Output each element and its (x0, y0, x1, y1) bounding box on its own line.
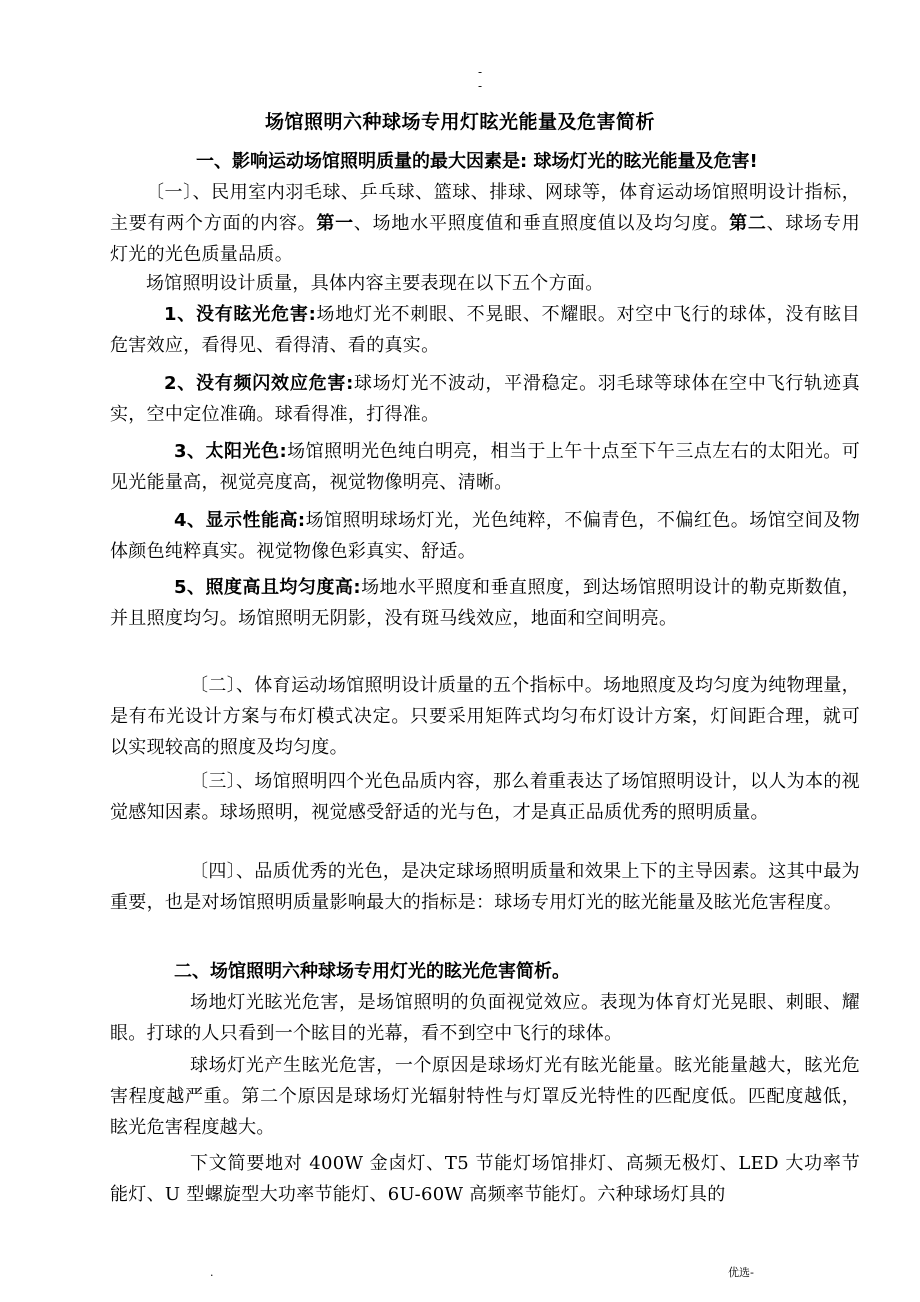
list-item-5-text: 场地水平照度和垂直照度，到达场馆照明设计的勒克斯数值，并且照度均匀。场馆照明无阴影，没有斑马线效应，地面和空间明亮。 (110, 577, 860, 629)
header-mark-top: - (478, 65, 483, 79)
section2-para2: 球场灯光产生眩光危害，一个原因是球场灯光有眩光能量。眩光能量越大，眩光危害程度越严重。第二个原因是球场灯光辐射特性与灯罩反光特性的匹配度低。匹配度越低，眩光危害程度越大。 (110, 1055, 860, 1138)
list-item-3 (110, 436, 860, 498)
para1-part-a: 〔一〕、民用室内羽毛球、乒乓球、篮球、排球、网球等，体育运动场馆照明设计指标，主要有两个方面的内容。 (110, 182, 860, 234)
list-item-4 (110, 505, 860, 567)
list-item-3-label: 3、太阳光色: (174, 441, 287, 462)
header-mark-bottom: - (478, 79, 483, 93)
para1-bold-second: 第二 (729, 213, 767, 234)
footer-dot: . (210, 1266, 214, 1279)
para1-part-e: 、球场专用灯光的光色质量品质。 (110, 213, 860, 265)
para1-bold-first: 第一 (316, 213, 354, 234)
section1-para-three: 〔三〕、场馆照明四个光色品质内容，那么着重表达了场馆照明设计，以人为本的视觉感知因素。球场照明，视觉感受舒适的光与色，才是真正品质优秀的照明质量。 (110, 771, 860, 823)
section2-para3: 下文简要地对 400W 金卤灯、T5 节能灯场馆排灯、高频无极灯、LED 大功率节能灯、U 型螺旋型大功率节能灯、6U-60W 高频率节能灯。六种球场灯具的 (110, 1153, 860, 1205)
section1-para-four: 〔四〕、品质优秀的光色，是决定球场照明质量和效果上下的主导因素。这其中最为重要，也是对场馆照明质量影响最大的指标是：球场专用灯光的眩光能量及眩光危害程度。 (110, 861, 860, 913)
list-item-4-text: 场馆照明球场灯光，光色纯粹，不偏青色，不偏红色。场馆空间及物体颜色纯粹真实。视觉物像色彩真实、舒适。 (110, 510, 861, 562)
list-item-5-label: 5、照度高且均匀度高: (174, 577, 361, 598)
list-item-4-label: 4、显示性能高: (174, 510, 306, 531)
list-item-1-label: 1、没有眩光危害: (164, 304, 317, 325)
section1-heading: 一、影响运动场馆照明质量的最大因素是: 球场灯光的眩光能量及危害! (196, 151, 758, 172)
document-title: 场馆照明六种球场专用灯眩光能量及危害简析 (264, 111, 655, 133)
section1-para-two: 〔二〕、体育运动场馆照明设计质量的五个指标中。场地照度及均匀度为纯物理量，是有布光设计方案与布灯模式决定。只要采用矩阵式均匀布灯设计方案，灯间距合理，就可以实现较高的照度及均匀度。 (110, 675, 860, 758)
footer-text: 优选- (728, 1266, 754, 1279)
list-item-5 (110, 572, 860, 634)
section1-para1 (110, 177, 860, 270)
section1-para2: 场馆照明设计质量，具体内容主要表现在以下五个方面。 (146, 273, 604, 294)
section2-para1: 场地灯光眩光危害，是场馆照明的负面视觉效应。表现为体育灯光晃眼、刺眼、耀眼。打球的人只看到一个眩目的光幕，看不到空中飞行的球体。 (110, 992, 860, 1044)
list-item-2 (110, 368, 860, 430)
list-item-2-text: 球场灯光不波动，平滑稳定。羽毛球等球体在空中飞行轨迹真实，空中定位准确。球看得准，打得准。 (110, 373, 860, 425)
para1-part-c: 、场地水平照度值和垂直照度值以及均匀度。 (353, 213, 730, 234)
list-item-1 (110, 299, 860, 361)
list-item-2-label: 2、没有频闪效应危害: (164, 373, 354, 394)
section2-heading: 二、场馆照明六种球场专用灯光的眩光危害简析。 (174, 961, 570, 982)
list-item-1-text: 场地灯光不刺眼、不晃眼、不耀眼。对空中飞行的球体，没有眩目危害效应，看得见、看得清、看的真实。 (110, 304, 861, 356)
list-item-3-text: 场馆照明光色纯白明亮，相当于上午十点至下午三点左右的太阳光。可见光能量高，视觉亮度高，视觉物像明亮、清晰。 (110, 441, 860, 493)
